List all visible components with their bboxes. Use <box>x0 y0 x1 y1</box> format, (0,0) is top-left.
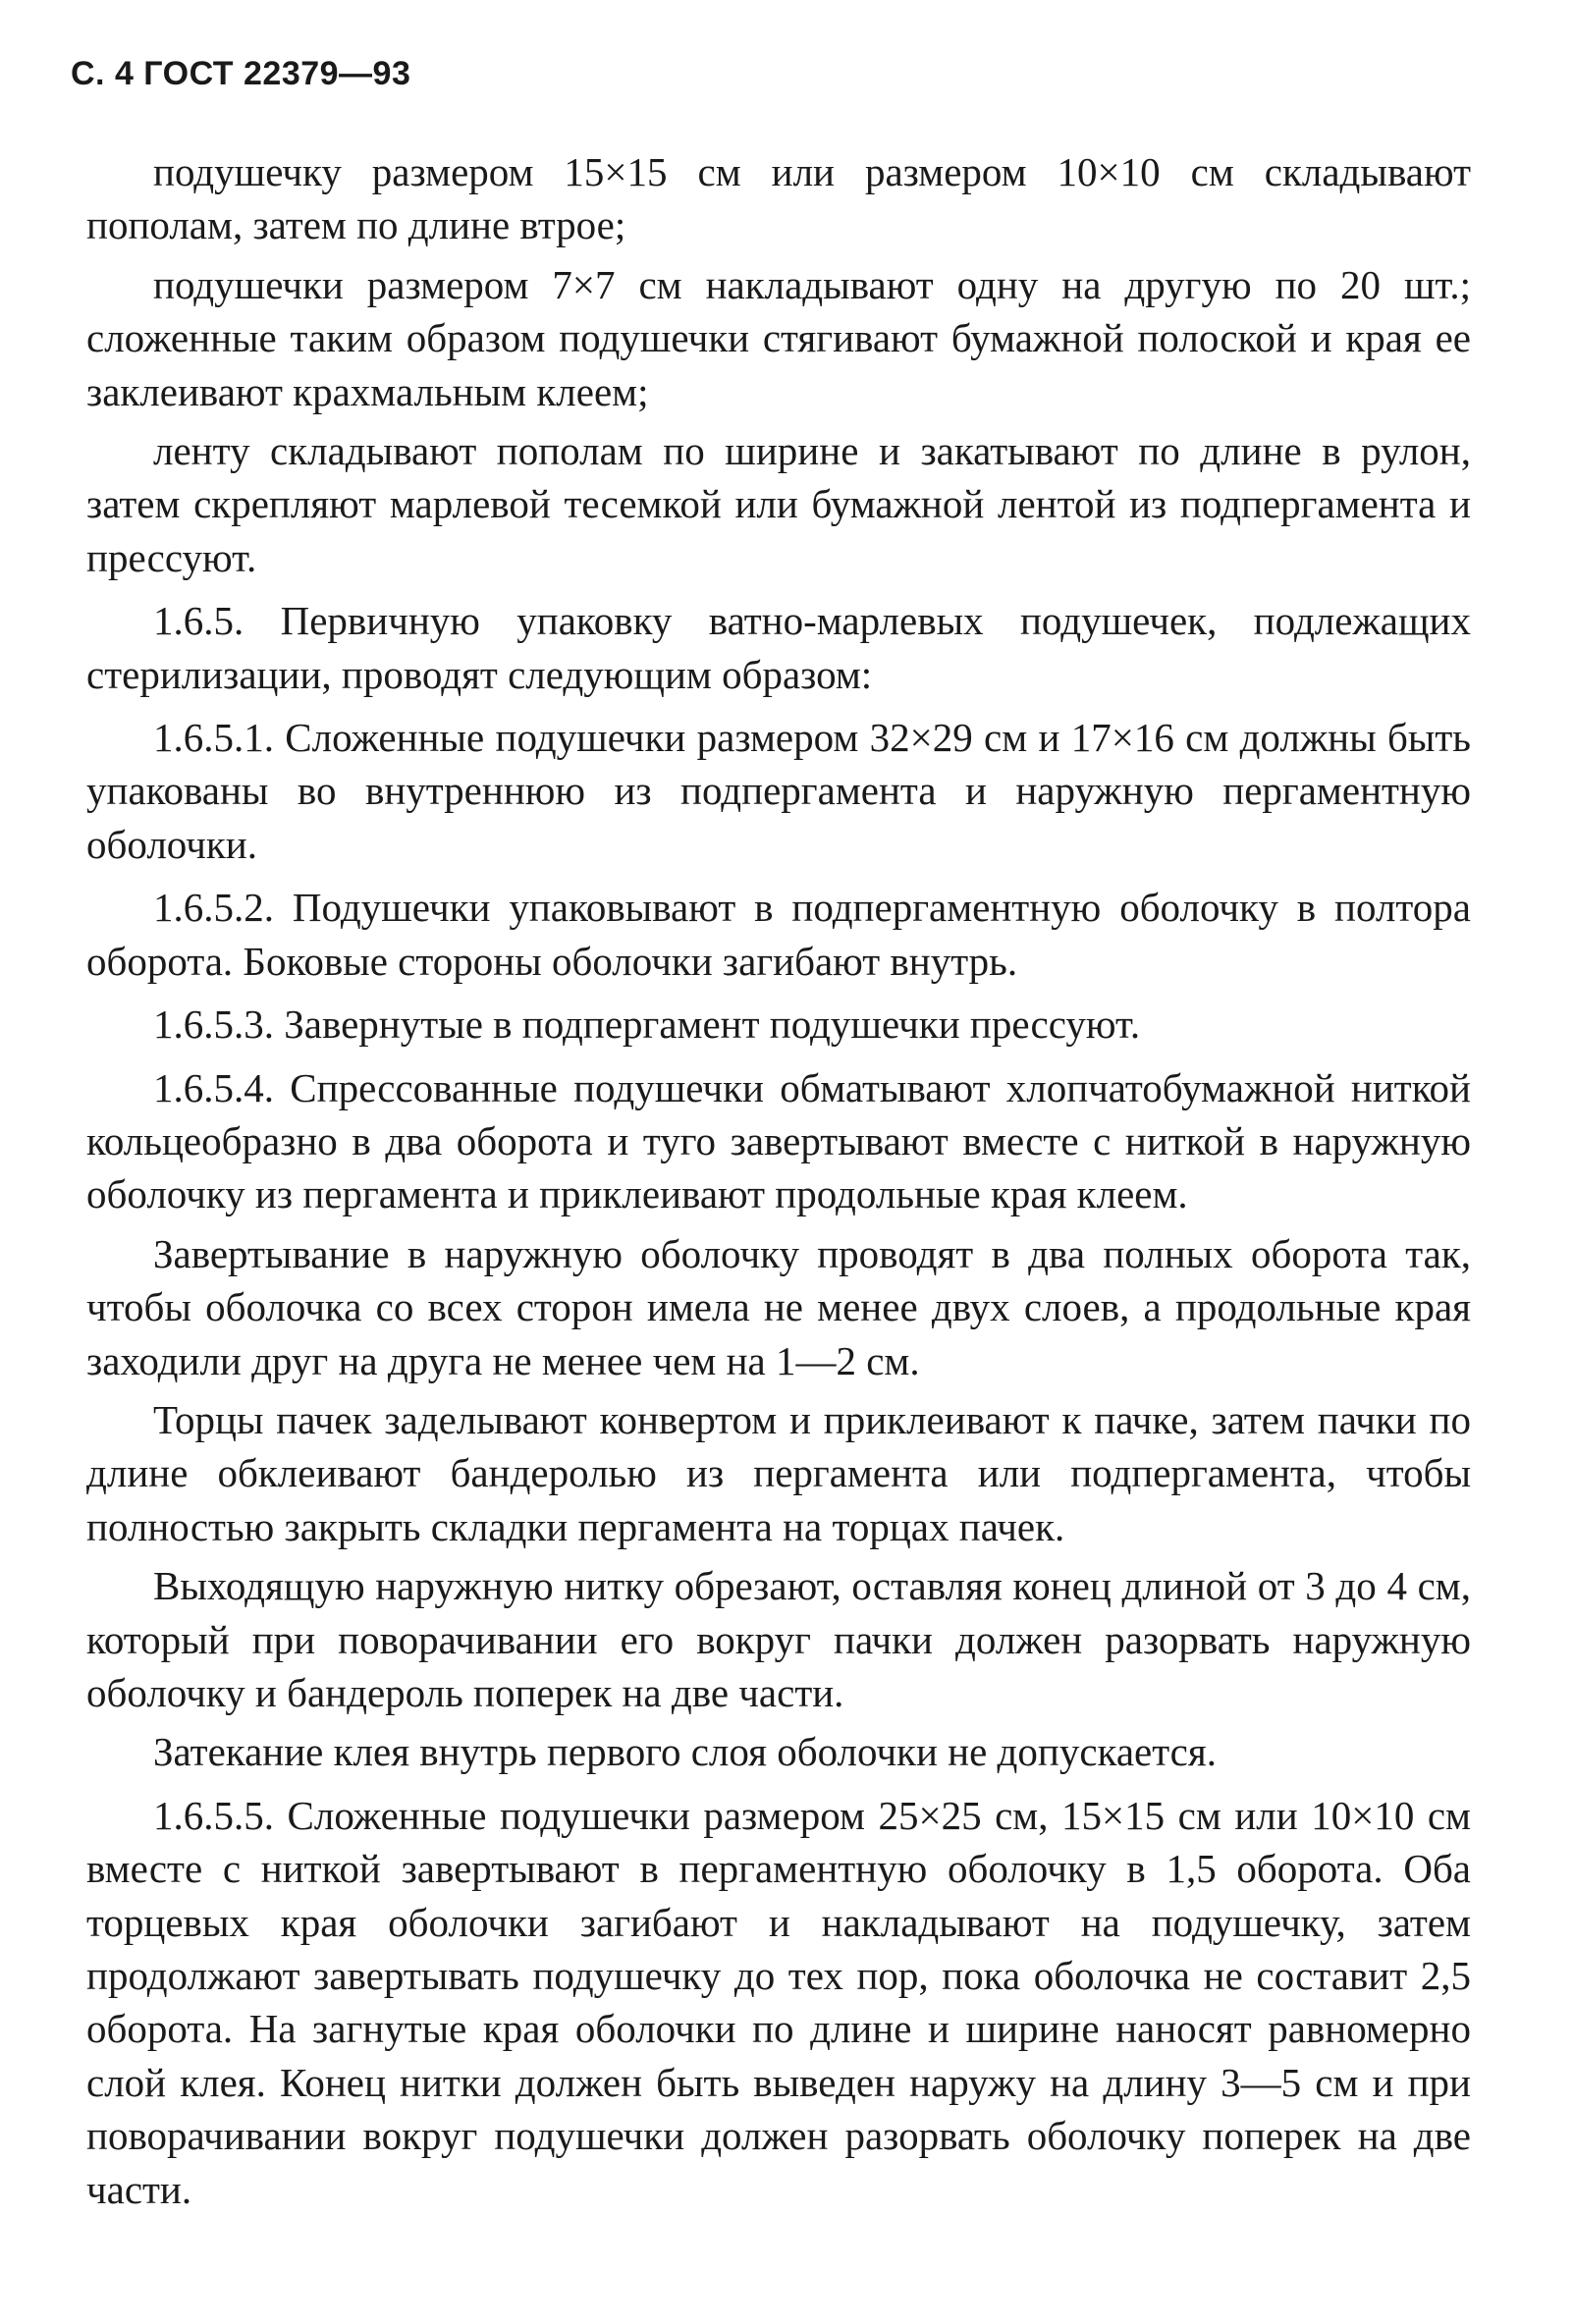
section-1-6-5-2: 1.6.5.2. Подушечки упаковывают в подпергаментную оболочку в полтора оборота. Боковые стороны оболочки загибают внутрь. <box>86 885 1471 984</box>
paragraph-folding-15-10: подушечку размером 15×15 см или размером 10×10 см складывают пополам, затем по длине втрое; <box>86 149 1471 248</box>
page-header: С. 4 ГОСТ 22379—93 <box>71 55 411 92</box>
body-text <box>86 145 1471 2222</box>
paragraph-folding-7: подушечки размером 7×7 см накладывают одну на другую по 20 шт.; сложенные таким образом подушечки стягивают бумажной полоской и края ее заклеивают крахмальным клеем; <box>86 261 1471 414</box>
section-1-6-5-3: 1.6.5.3. Завернутые в подпергамент подушечки прессуют. <box>153 1001 1141 1048</box>
paragraph-tape-roll: ленту складывают пополам по ширине и закатывают по длине в рулон, затем скрепляют марлевой тесемкой или бумажной лентой из подпергамента и прессуют. <box>86 428 1471 580</box>
paragraph-tear-thread: Выходящую наружную нитку обрезают, оставляя конец длиной от 3 до 4 см, который при поворачивании его вокруг пачки должен разорвать наружную оболочку и бандероль поперек на две части. <box>86 1563 1471 1715</box>
section-1-6-5-5: 1.6.5.5. Сложенные подушечки размером 25×25 см, 15×15 см или 10×10 см вместе с ниткой завертывают в пергаментную оболочку в 1,5 оборота. Оба торцевых края оболочки загибают и накладывают на подушечку, затем продолжают завертывать подушечку до тех пор, пока оболочка не составит 2,5 оборота. На загнутые края оболочки по длине и ширине наносят равномерно слой клея. Конец нитки должен быть выведен наружу на длину 3—5 см и при поворачивании вокруг подушечки должен разорвать оболочку поперек на две части. <box>86 1792 1471 2212</box>
section-1-6-5-1: 1.6.5.1. Сложенные подушечки размером 32×29 см и 17×16 см должны быть упакованы во внутреннюю из подпергамента и наружную пергаментную оболочки. <box>86 715 1471 867</box>
paragraph-pack-ends: Торцы пачек заделывают конвертом и приклеивают к пачке, затем пачки по длине обклеивают бандеролью из пергамента или подпергамента, чтобы полностью закрыть складки пергамента на торцах пачек. <box>86 1396 1471 1549</box>
paragraph-glue-note: Затекание клея внутрь первого слоя оболочки не допускается. <box>153 1729 1217 1775</box>
section-1-6-5: 1.6.5. Первичную упаковку ватно-марлевых подушечек, подлежащих стерилизации, проводят следующим образом: <box>86 598 1471 697</box>
paragraph-outer-wrap: Завертывание в наружную оболочку проводят в два полных оборота так, чтобы оболочка со всех сторон имела не менее двух слоев, а продольные края заходили друг на друга не менее чем на 1—2 см. <box>86 1230 1471 1383</box>
section-1-6-5-4: 1.6.5.4. Спрессованные подушечки обматывают хлопчатобумажной ниткой кольцеобразно в два оборота и туго завертывают вместе с ниткой в наружную оболочку из пергамента и приклеивают продольные края клеем. <box>86 1064 1471 1217</box>
